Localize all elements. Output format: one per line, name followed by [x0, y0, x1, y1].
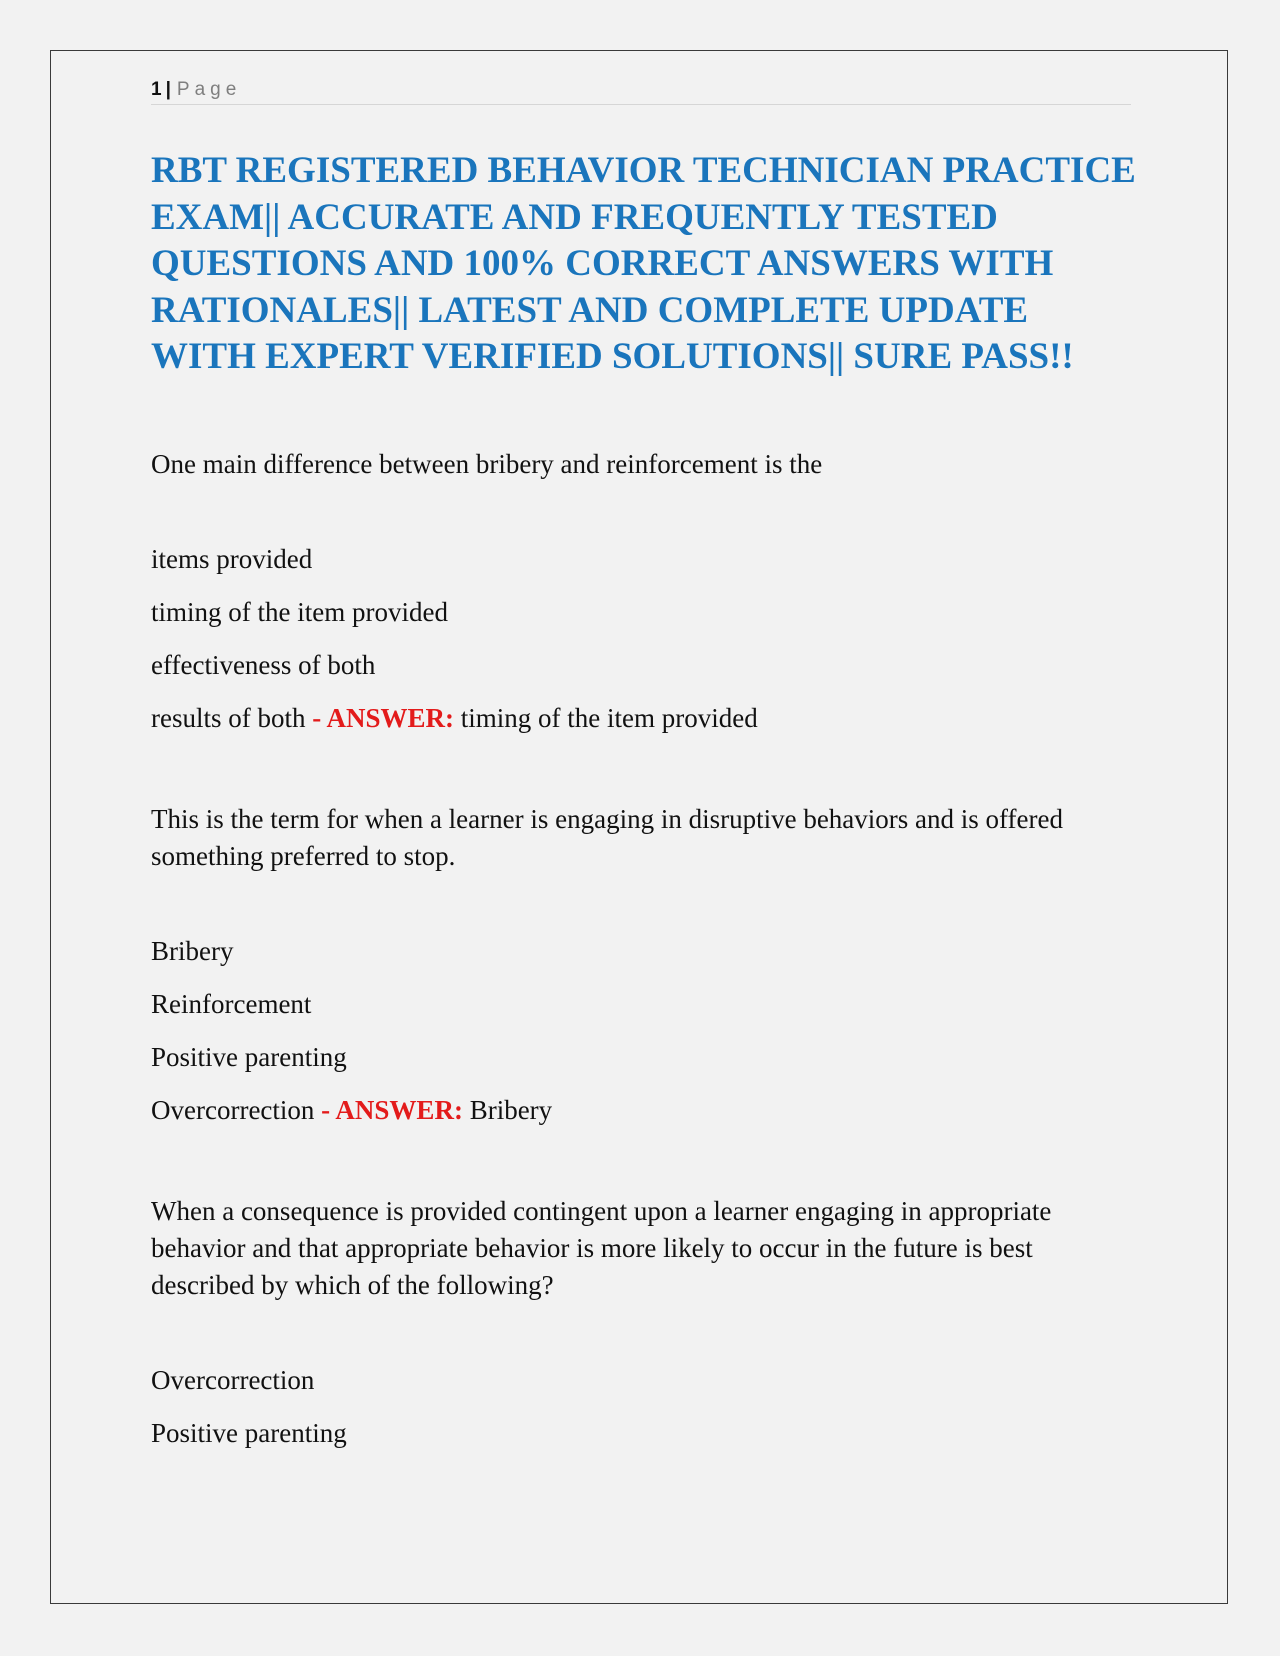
option-item: Positive parenting: [151, 1418, 347, 1448]
option-item-with-answer: [151, 1092, 1141, 1129]
page-header: [151, 76, 1131, 105]
option-text: Overcorrection: [151, 1095, 315, 1125]
question-text: When a consequence is provided contingent upon a learner engaging in appropriate behavior and that appropriate behavior is more likely to occur in the future is best described by which of the following?: [151, 1196, 1052, 1300]
option-item-with-answer: [151, 700, 1141, 737]
question-text: One main difference between bribery and reinforcement is the: [151, 449, 823, 479]
option-item: Positive parenting: [151, 1042, 347, 1072]
question-block: [151, 1193, 1141, 1452]
question-block: [151, 801, 1141, 1129]
option-item: Bribery: [151, 936, 234, 966]
question-text: This is the term for when a learner is engaging in disruptive behaviors and is offered something preferred to stop.: [151, 804, 1063, 871]
answer-text: timing of the item provided: [460, 703, 758, 733]
page-number: 1: [151, 79, 162, 100]
page-label: Page: [176, 79, 242, 100]
document-title: RBT REGISTERED BEHAVIOR TECHNICIAN PRACTICE EXAM|| ACCURATE AND FREQUENTLY TESTED QUESTIONS AND 100% CORRECT ANSWERS WITH RATIONALES|| LATEST AND COMPLETE UPDATE WITH EXPERT VERIFIED SOLUTIONS|| SURE PASS!!: [151, 150, 1136, 377]
answer-label: - ANSWER:: [321, 1095, 463, 1125]
option-item: Overcorrection: [151, 1365, 315, 1395]
question-block: [151, 446, 1141, 737]
option-item: Reinforcement: [151, 989, 312, 1019]
option-list: [151, 1362, 1141, 1452]
option-item: timing of the item provided: [151, 597, 448, 627]
option-list: [151, 933, 1141, 1129]
answer-text: Bribery: [469, 1095, 553, 1125]
answer-label: - ANSWER:: [312, 703, 455, 733]
question-list: [151, 446, 1141, 1452]
option-text: results of both: [151, 703, 306, 733]
option-item: items provided: [151, 544, 313, 574]
option-item: effectiveness of both: [151, 650, 376, 680]
page-separator: |: [165, 79, 171, 100]
option-list: [151, 541, 1141, 737]
